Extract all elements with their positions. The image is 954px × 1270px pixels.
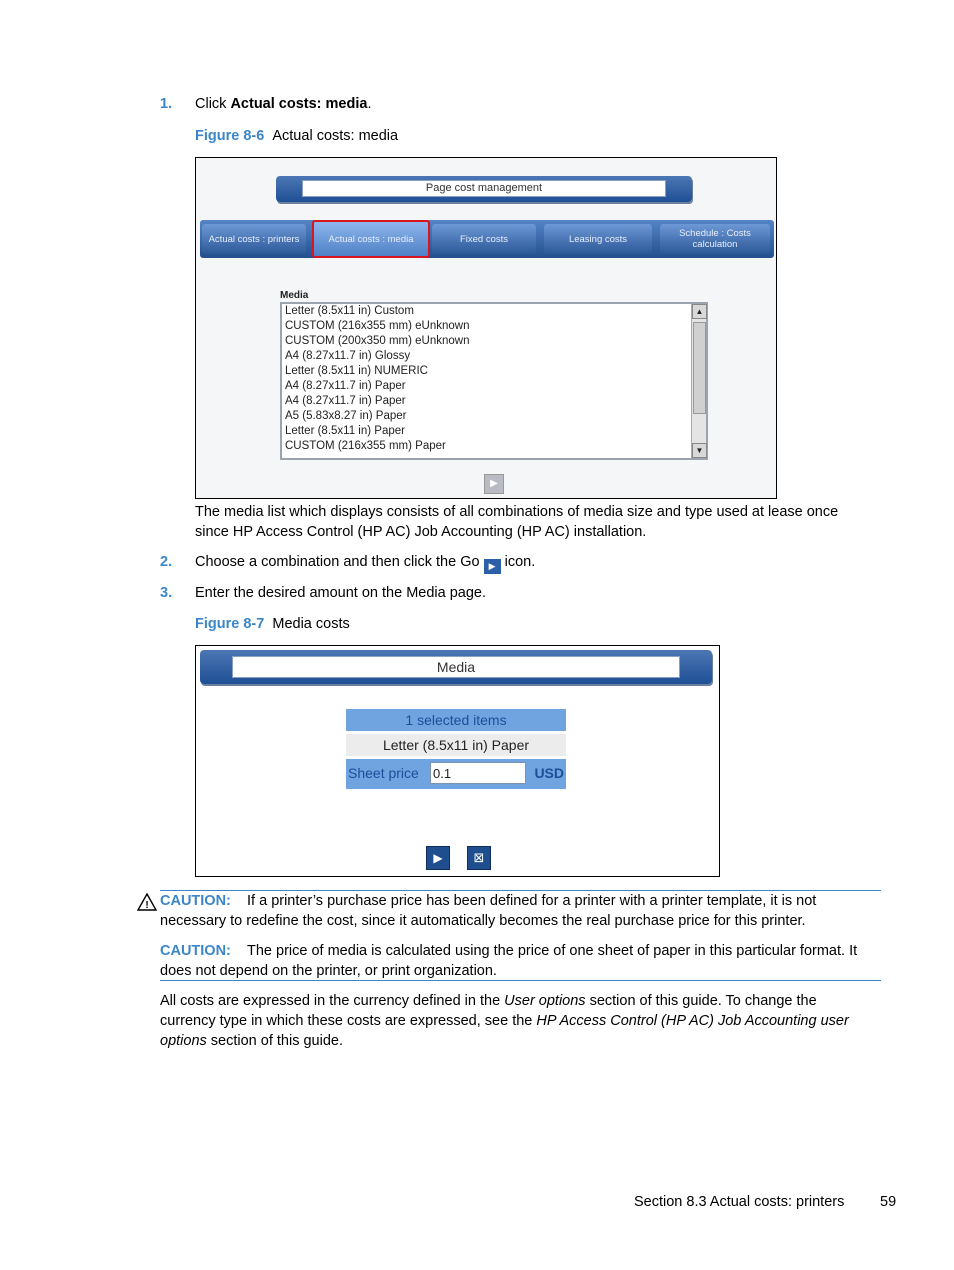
figure-title: Media costs [272,616,350,632]
figure-actual-costs-media [195,157,777,499]
media-list-item[interactable]: A4 (8.27x11.7 in) Paper [285,380,406,392]
caution-text: If a printer’s purchase price has been defined for a printer with a printer template, it is not necessary to redefine the cost, since it automatically becomes the real purchase price for this printer. [160,893,817,929]
caution-label: CAUTION: [160,893,231,909]
media-list-item[interactable]: Letter (8.5x11 in) NUMERIC [285,365,428,377]
scroll-down-icon[interactable]: ▼ [692,443,707,458]
selected-media-name: Letter (8.5x11 in) Paper [346,734,566,756]
step-2 [160,552,172,572]
text-run: All costs are expressed in the currency defined in the [160,993,505,1009]
scroll-up-icon[interactable]: ▲ [692,304,707,319]
step-1 [160,94,172,114]
media-list-item[interactable]: CUSTOM (216x355 mm) eUnknown [285,320,470,332]
sheet-price-row [346,759,566,789]
figure-label: Figure 8-7 [195,616,265,632]
step-text: Choose a combination and then click the Go [195,554,484,570]
tab-label: Leasing costs [568,233,628,245]
go-icon[interactable]: ▶ [484,474,504,494]
media-list-item[interactable]: A4 (8.27x11.7 in) Paper [285,395,406,407]
step-number: 1. [160,96,173,112]
media-list-item[interactable]: CUSTOM (216x355 mm) Paper [285,440,446,452]
media-list-description: The media list which displays consists of all combinations of media size and type used at lease once since HP Access Control (HP AC) Job Accounting (HP AC) installation. [195,504,839,540]
step-2-text [195,552,535,574]
media-list-item[interactable]: A5 (5.83x8.27 in) Paper [285,410,407,422]
media-list-item[interactable]: Letter (8.5x11 in) Paper [285,425,405,437]
step-number: 3. [160,585,173,601]
caution-1 [160,891,880,931]
tab-leasing-costs[interactable] [544,224,652,254]
footer-section: Section 8.3 Actual costs: printers [634,1194,845,1210]
media-list-item[interactable]: CUSTOM (200x350 mm) eUnknown [285,335,470,347]
text-italic: HP Access Control (HP AC) Job Accounting user options [160,1013,849,1049]
page-number: 59 [880,1194,897,1210]
step-emphasis: Actual costs: media [230,96,368,112]
step-number: 2. [160,554,173,570]
go-icon: ▶ [484,559,501,574]
sheet-price-label: Sheet price [348,765,419,781]
figure-caption [195,126,398,146]
step-3 [160,583,172,603]
page-title: Page cost management [302,180,666,197]
tab-fixed-costs[interactable] [432,224,536,254]
currency-note [160,991,850,1051]
listbox-scrollbar[interactable] [691,304,706,458]
caution-2 [160,941,880,981]
caution-label: CAUTION: [160,943,231,959]
tab-label: Actual costs : media [328,233,414,245]
scroll-thumb[interactable] [693,322,706,414]
tab-label: Schedule : Costs calculation [679,228,751,250]
caution-text: The price of media is calculated using the price of one sheet of paper in this particular format. It does not depend on the printer, or print organization. [160,943,858,979]
page-title-bar [276,176,692,202]
caution-bottom-rule [160,980,881,981]
tab-schedule-costs-calculation[interactable] [660,224,770,254]
media-listbox[interactable] [280,302,708,460]
media-cost-panel [346,709,566,789]
tab-bar [200,220,774,258]
go-button[interactable]: ▶ [426,846,450,870]
text-italic: User options [504,993,586,1009]
step-text-end: icon. [500,554,536,570]
text-run: section of this guide. [206,1033,343,1049]
step-3-text: Enter the desired amount on the Media page. [195,585,486,601]
figure-media-costs [195,645,720,877]
media-list-label: Media [280,290,309,301]
tab-actual-costs-media[interactable] [312,220,430,258]
step-1-text [195,94,371,114]
figure-caption [195,614,350,634]
svg-text:!: ! [145,900,149,911]
selected-items-header: 1 selected items [346,709,566,731]
tab-label: Fixed costs [459,233,509,245]
figure-title: Actual costs: media [272,128,399,144]
sheet-price-input[interactable]: 0.1 [430,762,526,784]
tab-label: Actual costs : printers [208,233,300,245]
text-run: section of this guide. To change the currency type in which these costs are expressed, see the [160,993,817,1029]
figure-label: Figure 8-6 [195,128,265,144]
step-text-end: . [367,96,372,112]
media-list-item[interactable]: A4 (8.27x11.7 in) Glossy [285,350,411,362]
media-list-item[interactable]: Letter (8.5x11 in) Custom [285,305,414,317]
media-title: Media [232,656,680,678]
step-text: Click [195,96,231,112]
media-title-bar [200,650,712,684]
currency-label: USD [534,765,564,781]
cancel-icon[interactable]: ⊠ [467,846,491,870]
tab-actual-costs-printers[interactable] [202,224,306,254]
warning-triangle-icon [137,893,157,911]
